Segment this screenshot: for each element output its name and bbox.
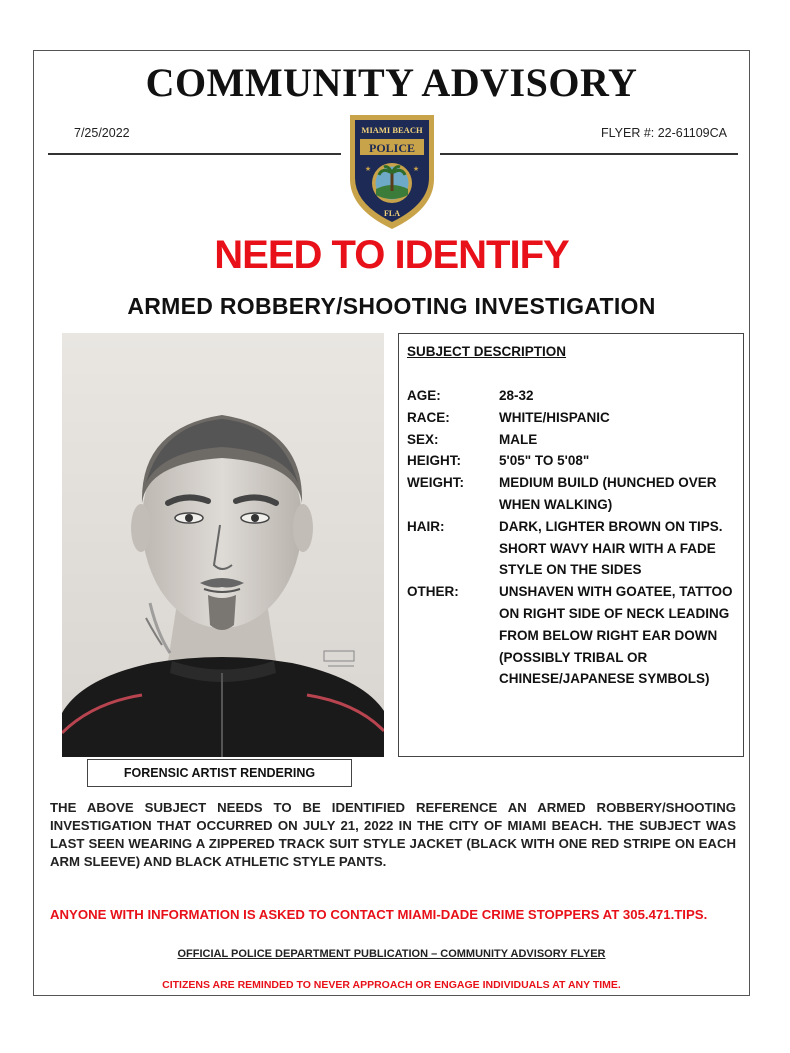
field-value: DARK, LIGHTER BROWN ON TIPS. SHORT WAVY HAIR WITH A FADE STYLE ON THE SIDES	[499, 518, 723, 578]
header-rule-left	[48, 153, 341, 155]
field-value: UNSHAVEN WITH GOATEE, TATTOO ON RIGHT SIDE OF NECK LEADING FROM BELOW RIGHT EAR DOWN (POSSIBLY TRIBAL OR CHINESE/JAPANESE SYMBOLS)	[499, 584, 733, 687]
field-row	[407, 429, 737, 451]
official-publication-note: OFFICIAL POLICE DEPARTMENT PUBLICATION – COMMUNITY ADVISORY FLYER	[177, 948, 606, 960]
page-title: COMMUNITY ADVISORY	[145, 60, 638, 105]
svg-text:★: ★	[412, 166, 420, 173]
investigation-subheading: ARMED ROBBERY/SHOOTING INVESTIGATION	[127, 293, 656, 319]
field-row	[407, 581, 737, 690]
police-badge-icon	[346, 109, 438, 233]
incident-paragraph: THE ABOVE SUBJECT NEEDS TO BE IDENTIFIED REFERENCE AN ARMED ROBBERY/SHOOTING INVESTIGATION THAT OCCURRED ON JULY 21, 2022 IN THE CITY OF MIAMI BEACH. THE SUBJECT WAS LAST SEEN WEARING A ZIPPERED TRACK SUIT STYLE JACKET (BLACK WITH ONE RED STRIPE ON EACH ARM SLEEVE) AND BLACK ATHLETIC STYLE PANTS.	[50, 800, 736, 869]
field-value: 5'05" TO 5'08"	[499, 453, 590, 469]
subject-description-box	[398, 333, 744, 757]
field-value: MEDIUM BUILD (HUNCHED OVER WHEN WALKING)	[499, 475, 717, 512]
field-label: HEIGHT:	[407, 453, 461, 469]
subject-description-fields	[407, 385, 737, 690]
field-label: SEX:	[407, 431, 439, 447]
field-label: RACE:	[407, 409, 450, 425]
need-to-identify-heading: NEED TO IDENTIFY	[214, 233, 569, 277]
forensic-sketch-image	[62, 333, 384, 757]
field-row	[407, 472, 737, 516]
flyer-number: FLYER #: 22-61109CA	[601, 126, 727, 140]
sketch-caption: FORENSIC ARTIST RENDERING	[87, 759, 352, 787]
field-row	[407, 516, 737, 581]
svg-text:★: ★	[364, 166, 372, 173]
field-value: MALE	[499, 431, 538, 447]
field-value: 28-32	[499, 388, 534, 403]
badge-top-text: MIAMI BEACH	[361, 125, 423, 135]
field-row	[407, 450, 737, 472]
field-label: OTHER:	[407, 584, 459, 600]
field-label: WEIGHT:	[407, 475, 464, 491]
header-rule-right	[440, 153, 738, 155]
advisory-flyer	[33, 50, 750, 996]
badge-middle-text: POLICE	[368, 141, 416, 155]
flyer-date: 7/25/2022	[74, 126, 130, 140]
field-row	[407, 385, 737, 407]
subject-description-title: SUBJECT DESCRIPTION	[407, 344, 567, 359]
badge-bottom-text: FLA	[384, 209, 400, 218]
field-label: HAIR:	[407, 518, 445, 534]
field-row	[407, 407, 737, 429]
safety-reminder: CITIZENS ARE REMINDED TO NEVER APPROACH OR ENGAGE INDIVIDUALS AT ANY TIME.	[162, 979, 621, 991]
field-value: WHITE/HISPANIC	[499, 409, 610, 425]
contact-notice: ANYONE WITH INFORMATION IS ASKED TO CONTACT MIAMI-DADE CRIME STOPPERS AT 305.471.TIPS.	[50, 907, 708, 922]
field-label: AGE:	[407, 388, 441, 403]
